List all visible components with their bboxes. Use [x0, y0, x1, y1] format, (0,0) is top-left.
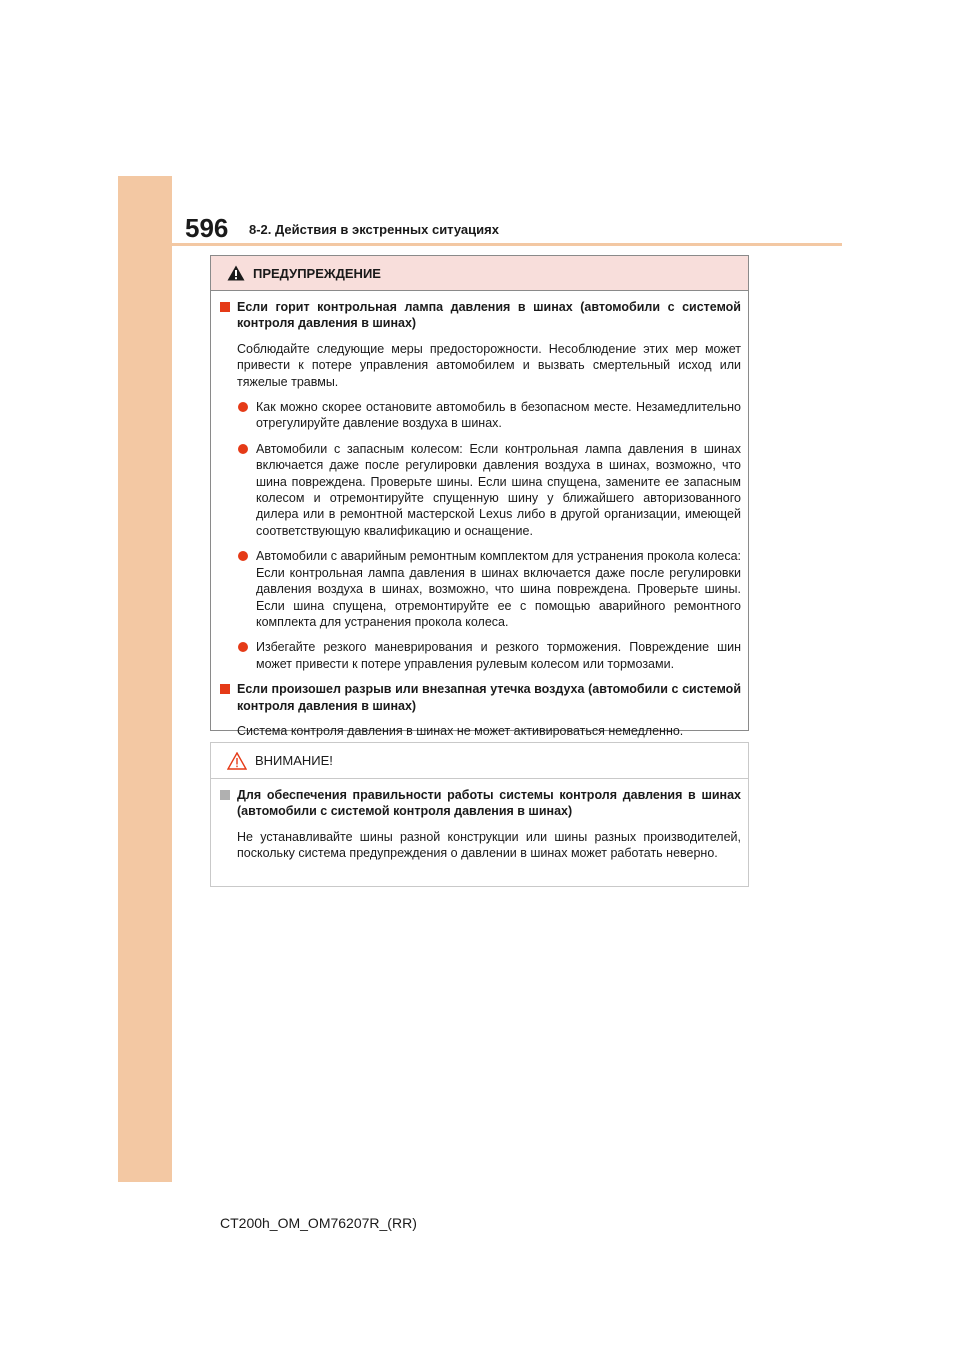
caution-box	[210, 742, 749, 887]
warning-bullet-text: Как можно скорее остановите автомобиль в безопасном месте. Незамедлительно отрегулируйте давление воздуха в шинах.	[256, 400, 741, 431]
bullet-dot-icon	[238, 551, 248, 561]
warning-header	[211, 256, 748, 291]
warning-bullet-text: Автомобили с аварийным ремонтным комплектом для устранения прокола колеса: Если контрольная лампа давления в шинах включается даже после регулировки давления воздуха в шинах, возможно, что шина повреждена. Проверьте шины. Если шина спущена, отремонтируйте ее с помощью аварийного ремонтного комплекта для устранения прокола колеса.	[256, 549, 741, 629]
page-number: 596	[185, 213, 229, 243]
caution-header	[211, 743, 748, 779]
bullet-dot-icon	[238, 444, 248, 454]
warning-body	[211, 291, 748, 739]
warning-bullet	[218, 639, 741, 672]
section-square-icon	[220, 790, 230, 800]
section-square-icon	[220, 684, 230, 694]
warning-triangle-icon	[227, 265, 245, 281]
warning-section-2-heading: Если произошел разрыв или внезапная утечка воздуха (автомобили с системой контроля давления в шинах)	[237, 682, 741, 713]
warning-bullet-text: Автомобили с запасным колесом: Если контрольная лампа давления в шинах включается даже после регулировки давления воздуха в шинах, возможно, что шина повреждена. Проверьте шины. Если шина спущена, замените ее запасным колесом и отремонтируйте спущенную шину у ближайшего авторизованного дилера или в ремонтной мастерской Lexus либо в другой организации, имеющей соответствующую квалификацию и оснащение.	[256, 441, 741, 538]
caution-text: Не устанавливайте шины разной конструкции или шины разных производителей, поскольку система предупреждения о давлении в шинах может работать неверно.	[237, 829, 741, 861]
warning-bullet	[218, 399, 741, 432]
caution-heading: Для обеспечения правильности работы системы контроля давления в шинах (автомобили с системой контроля давления в шинах)	[237, 788, 741, 819]
bullet-dot-icon	[238, 402, 248, 412]
caution-body	[211, 779, 748, 862]
bullet-dot-icon	[238, 642, 248, 652]
section-square-icon	[220, 302, 230, 312]
footer-doc-id: CT200h_OM_OM76207R_(RR)	[220, 1215, 417, 1231]
warning-section-2	[218, 681, 741, 714]
warning-section-1-intro: Соблюдайте следующие меры предосторожности. Несоблюдение этих мер может привести к потере управления автомобилем и вызвать смертельный исход или тяжелые травмы.	[237, 341, 741, 389]
warning-box	[210, 255, 749, 738]
warning-title: ПРЕДУПРЕЖДЕНИЕ	[253, 265, 381, 281]
warning-bullet	[218, 441, 741, 539]
warning-bullet	[218, 548, 741, 630]
warning-section-1-heading: Если горит контрольная лампа давления в шинах (автомобили с системой контроля давления в шинах)	[237, 300, 741, 331]
caution-triangle-icon	[227, 752, 247, 770]
header-divider	[172, 243, 842, 246]
warning-bullet-text: Избегайте резкого маневрирования и резкого торможения. Повреждение шин может привести к потере управления рулевым колесом или тормозами.	[256, 640, 741, 671]
warning-section-1	[218, 299, 741, 332]
warning-section-2-text: Система контроля давления в шинах не может активироваться немедленно.	[237, 723, 684, 738]
section-side-tab	[118, 176, 172, 1182]
section-title: 8-2. Действия в экстренных ситуациях	[249, 222, 499, 237]
caution-section	[218, 787, 741, 820]
caution-title: ВНИМАНИЕ!	[255, 753, 333, 768]
